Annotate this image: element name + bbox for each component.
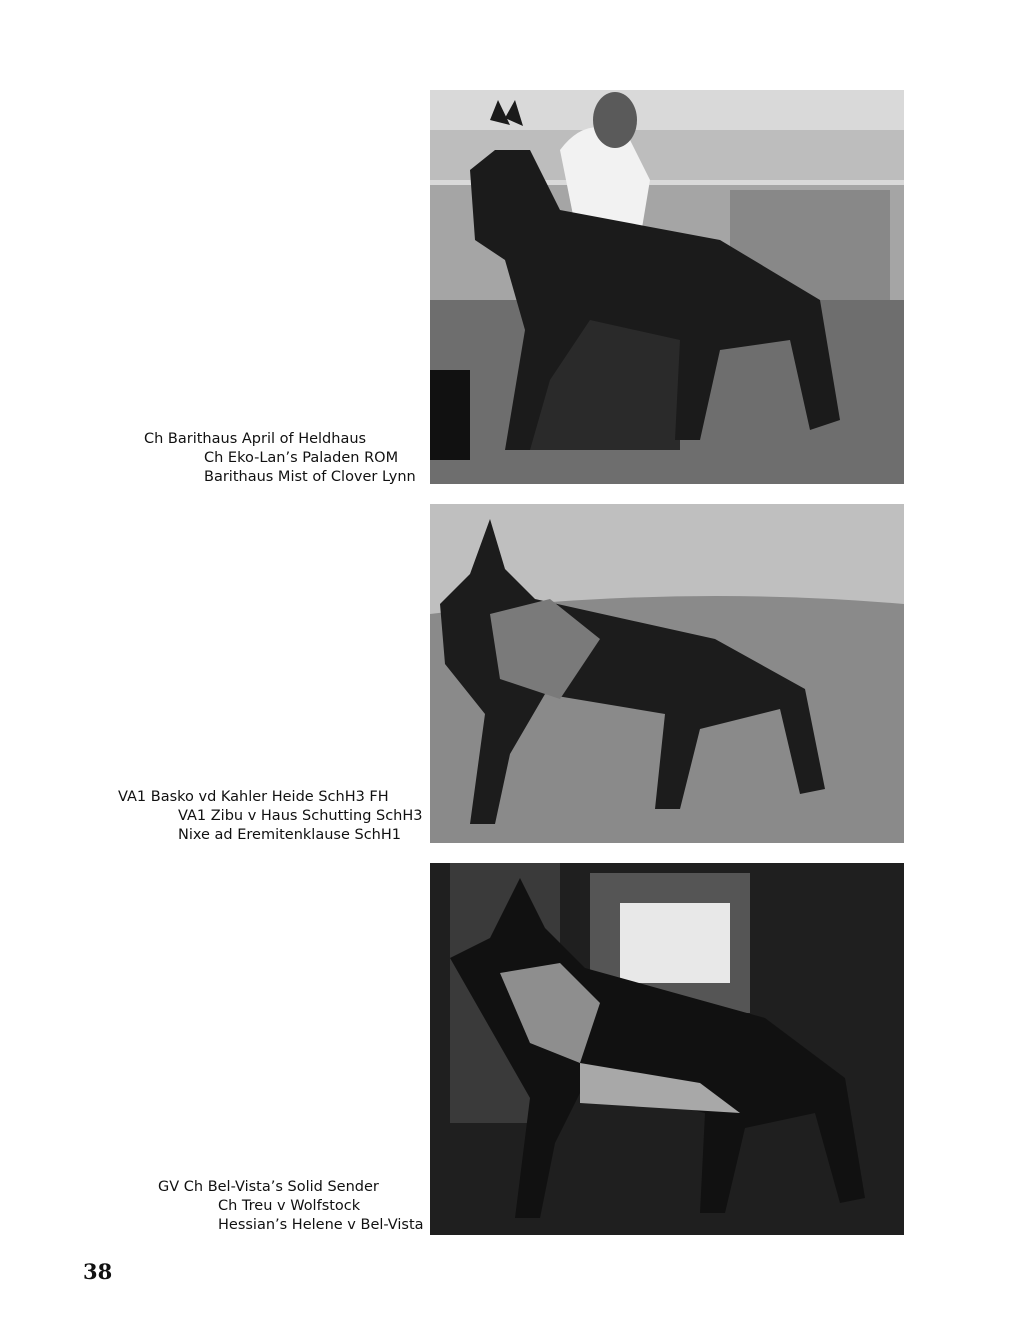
german-shepherd-photo-icon: [430, 90, 904, 484]
dam-name: Nixe ad Eremitenklause SchH1: [178, 827, 401, 843]
photo-caption-3: [158, 1178, 424, 1235]
dog-name: GV Ch Bel-Vista’s Solid Sender: [158, 1179, 379, 1195]
dog-photo-1: [430, 90, 904, 484]
sire-name: Ch Treu v Wolfstock: [218, 1198, 361, 1214]
photo-caption-2: [118, 788, 423, 845]
german-shepherd-photo-icon: [430, 863, 904, 1235]
dog-photo-3: [430, 863, 904, 1235]
dam-name: Barithaus Mist of Clover Lynn: [204, 469, 416, 485]
dog-name: Ch Barithaus April of Heldhaus: [144, 431, 367, 447]
german-shepherd-photo-icon: [430, 504, 904, 843]
sire-name: VA1 Zibu v Haus Schutting SchH3: [178, 808, 423, 824]
photo-caption-1: [144, 430, 416, 487]
page-number: 38: [83, 1259, 113, 1284]
dam-name: Hessian’s Helene v Bel-Vista: [218, 1217, 424, 1233]
dog-photo-2: [430, 504, 904, 843]
sire-name: Ch Eko-Lan’s Paladen ROM: [204, 450, 399, 466]
dog-name: VA1 Basko vd Kahler Heide SchH3 FH: [118, 789, 389, 805]
